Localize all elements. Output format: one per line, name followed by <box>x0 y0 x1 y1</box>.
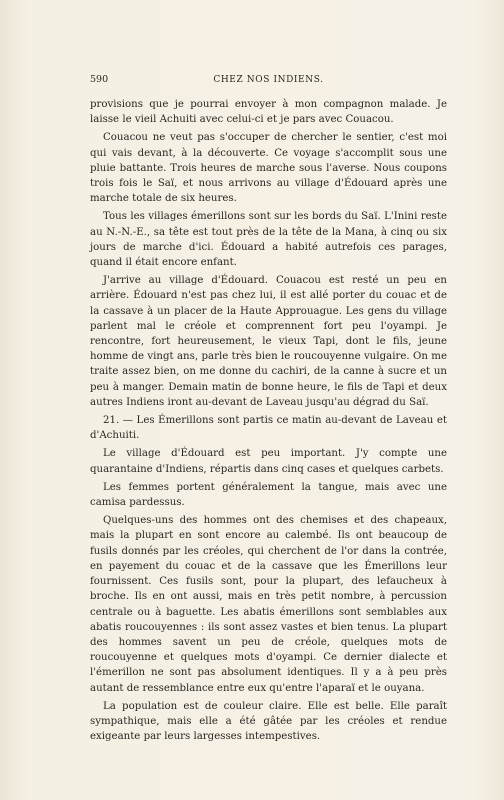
paragraph: Quelques-uns des hommes ont des chemises et des chapeaux, mais la plupart en sont encore au calembé. Ils ont beaucoup de fusils donnés par les créoles, qui cherchent de l'or dans la contrée, en payement du couac et de la cassave que les Émerillons leur fournissent. Ces fusils sont, pour la plupart, des lefaucheux à broche. Ils en ont aussi, mais en très petit nombre, à percussion centrale ou à baguette. Les abatis émerillons sont semblables aux abatis roucouyennes : ils sont assez vastes et bien tenus. La plupart des hommes savent un peu de créole, quelques mots de roucouyenne et quelques mots d'oyampi. Ce dernier dialecte et l'émerillon ne sont pas absolument identiques. Il y a à peu près autant de ressemblance entre eux qu'entre l'aparaï et le ouyana. <box>90 515 447 694</box>
paragraph: Tous les villages émerillons sont sur les bords du Saï. L'Inini reste au N.-N.-E., sa tête est tout près de la tête de la Mana, à cinq ou six jours de marche d'ici. Édouard a habité autrefois ces parages, quand il était encore enfant. <box>90 211 447 269</box>
page-header <box>90 73 447 87</box>
paragraph: provisions que je pourrai envoyer à mon compagnon malade. Je laisse le vieil Achuiti avec celui-ci et je pars avec Couacou. <box>90 99 447 126</box>
paragraph: Les femmes portent généralement la tangue, mais avec une camisa pardessus. <box>90 481 447 509</box>
paragraph: Le village d'Édouard est peu important. J'y compte une quarantaine d'Indiens, répartis dans cinq cases et quelques carbets. <box>90 448 447 475</box>
paragraph: La population est de couleur claire. Elle est belle. Elle paraît sympathique, mais elle a été gâtée par les créoles et rendue exigeante par leurs largesses intempestives. <box>90 700 447 743</box>
paragraph: 21. — Les Émerillons sont partis ce matin au-devant de Laveau et d'Achuiti. <box>90 415 447 442</box>
running-title: CHEZ NOS INDIENS. <box>213 75 324 85</box>
paragraph: Couacou ne veut pas s'occuper de chercher le sentier, c'est moi qui vais devant, à la découverte. Ce voyage s'accomplit sous une pluie battante. Trois heures de marche sous l'averse. Nous coupons trois fois le Saï, et nous arrivons au village d'Édouard après une marche totale de six heures. <box>90 132 447 205</box>
page-number: 590 <box>90 74 109 85</box>
paragraph: J'arrive au village d'Édouard. Couacou est resté un peu en arrière. Édouard n'est pas chez lui, il est allé porter du couac et de la cassave à un placer de la Haute Approuague. Les gens du village parlent mal le créole et comprennent fort peu l'oyampi. Je rencontre, fort heureusement, le vieux Tapi, dont le fils, jeune homme de vingt ans, parle très bien le roucouyenne vulgaire. On me traite assez bien, on me donne du cachiri, de la canne à sucre et un peu à manger. Demain matin de bonne heure, le fils de Tapi et deux autres Indiens iront au-devant de Laveau jusqu'au dégrad du Saï. <box>90 275 447 408</box>
body-text <box>90 97 447 747</box>
